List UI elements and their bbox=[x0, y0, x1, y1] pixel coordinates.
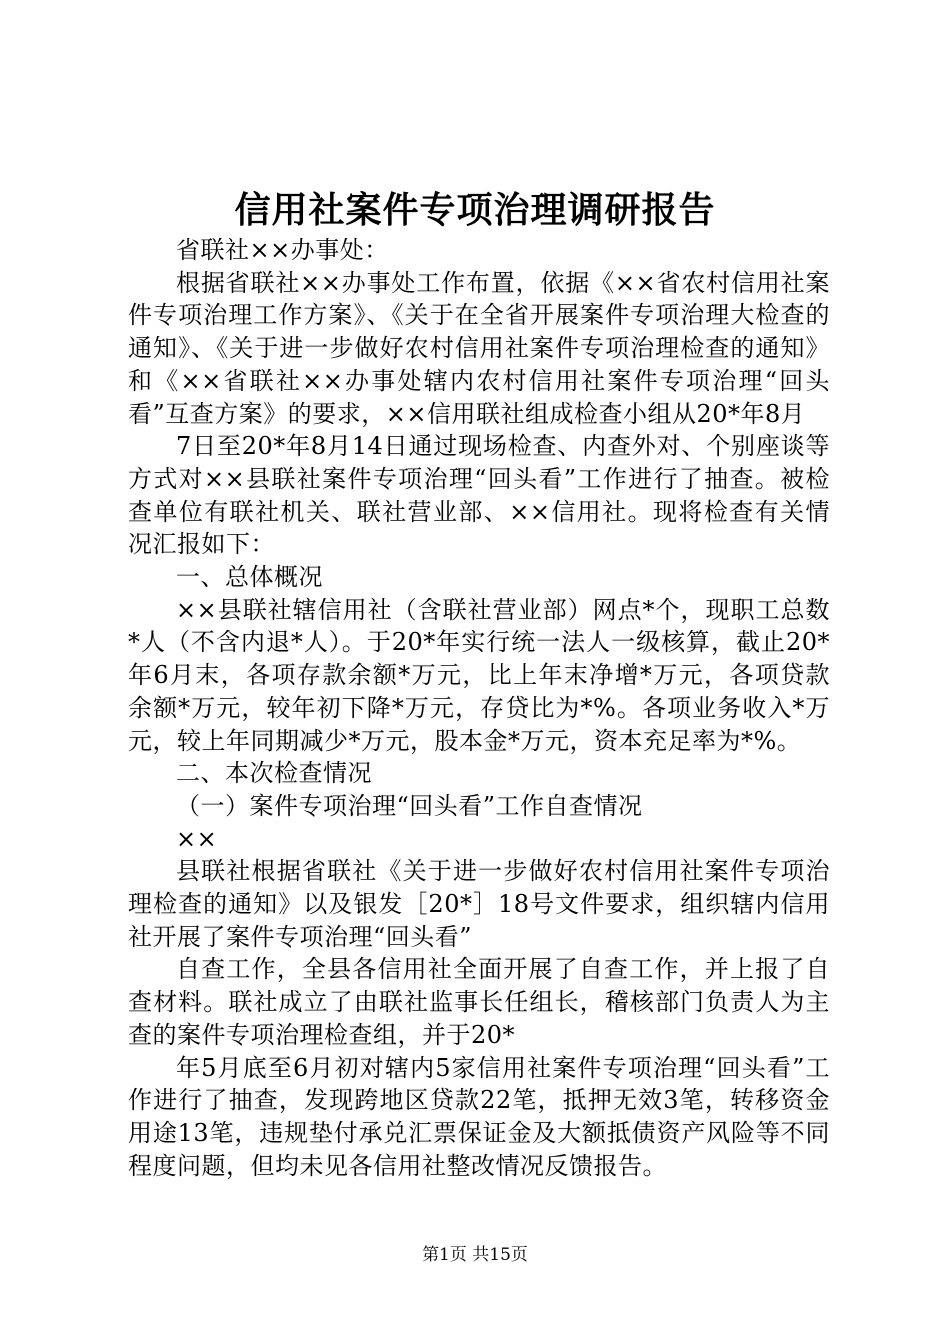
salutation: 省联社××办事处： bbox=[176, 236, 389, 264]
body-paragraph: ×× bbox=[176, 824, 218, 853]
subsection-heading: （一）案件专项治理“回头看”工作自查情况 bbox=[176, 791, 643, 820]
section-heading: 一、总体概况 bbox=[176, 563, 323, 592]
body-paragraph: ××县联社辖信用社（含联社营业部）网点*个，现职工总数*人（不含内退*人）。于20*年实行统一法人一级核算，截止20*年6月末，各项存款余额*万元，比上年末净增*万元，各项贷款余额*万元，较年初下降*万元，存贷比为*%。各项业务收入*万元，较上年同期减少*万元，股本金*万元，资本充足率为*%。 bbox=[128, 595, 830, 755]
document-title: 信用社案件专项治理调研报告 bbox=[234, 189, 716, 231]
section-heading: 二、本次检查情况 bbox=[176, 759, 372, 788]
document-body bbox=[128, 234, 830, 1182]
body-paragraph: 7日至20*年8月14日通过现场检查、内查外对、个别座谈等方式对××县联社案件专项治理“回头看”工作进行了抽查。被检查单位有联社机关、联社营业部、××信用社。现将检查有关情况汇报如下： bbox=[128, 432, 830, 559]
body-paragraph: 县联社根据省联社《关于进一步做好农村信用社案件专项治理检查的通知》以及银发［20*］18号文件要求，组织辖内信用社开展了案件专项治理“回头看” bbox=[128, 857, 830, 951]
body-paragraph: 自查工作，全县各信用社全面开展了自查工作，并上报了自查材料。联社成立了由联社监事长任组长，稽核部门负责人为主查的案件专项治理检查组，并于20* bbox=[128, 955, 830, 1049]
body-paragraph: 年5月底至6月初对辖内5家信用社案件专项治理“回头看”工作进行了抽查，发现跨地区贷款22笔，抵押无效3笔，转移资金用途13笔，违规垫付承兑汇票保证金及大额抵债资产风险等不同程度问题，但均未见各信用社整改情况反馈报告。 bbox=[128, 1053, 830, 1180]
body-paragraph: 根据省联社××办事处工作布置，依据《××省农村信用社案件专项治理工作方案》、《关于在全省开展案件专项治理大检查的通知》、《关于进一步做好农村信用社案件专项治理检查的通知》和《××省联社××办事处辖内农村信用社案件专项治理“回头看”互查方案》的要求，××信用联社组成检查小组从20*年8月 bbox=[128, 268, 830, 428]
page-number-footer: 第1页 共15页 bbox=[422, 1245, 528, 1265]
